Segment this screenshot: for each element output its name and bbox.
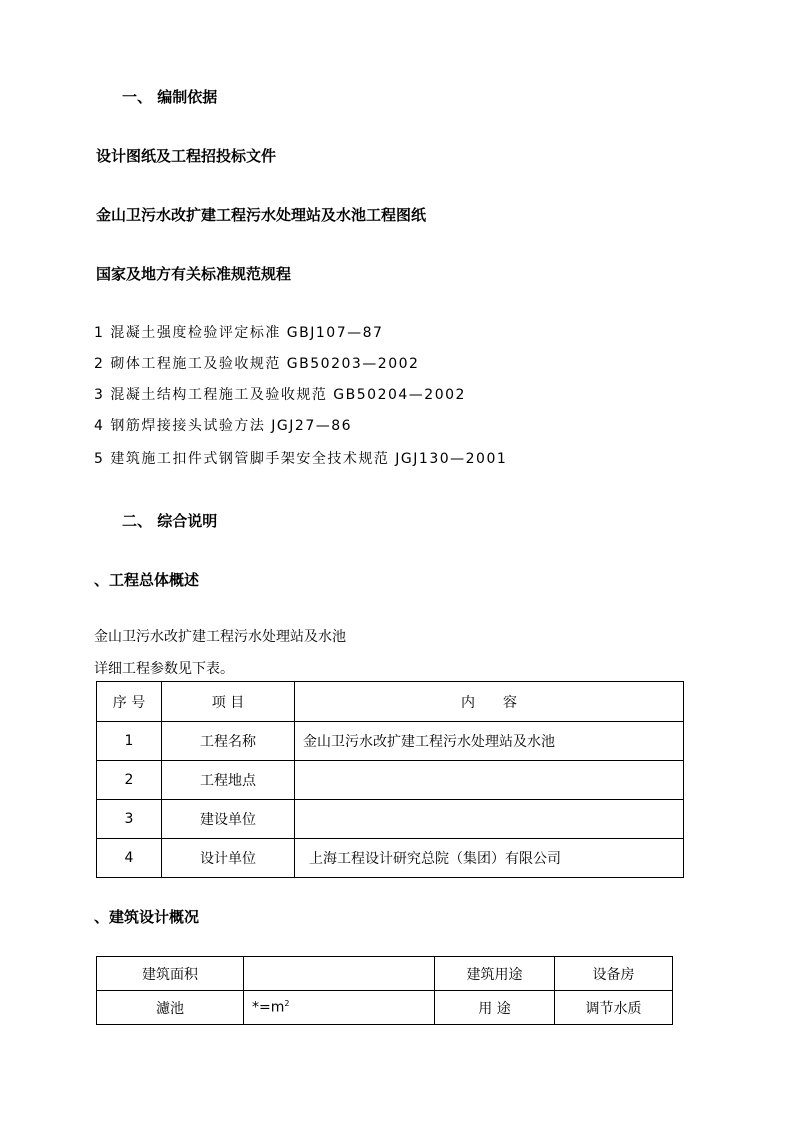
basis-item-2: 金山卫污水改扩建工程污水处理站及水池工程图纸 <box>96 206 427 224</box>
project-name-line: 金山卫污水改扩建工程污水处理站及水池 <box>94 629 346 645</box>
table-row <box>97 839 684 878</box>
section-title-overview: 二、 综合说明 <box>122 512 218 530</box>
cell-usage-value: 设备房 <box>555 957 673 991</box>
table-row <box>97 800 684 839</box>
row-content <box>295 800 684 839</box>
cell-area-label: 建筑面积 <box>97 957 244 991</box>
row-item: 工程地点 <box>162 761 295 800</box>
cell-use-label: 用 途 <box>435 991 555 1025</box>
subsection-title-design: 、建筑设计概况 <box>94 908 200 926</box>
row-index: 1 <box>97 722 162 761</box>
header-content: 内 容 <box>295 682 684 722</box>
basis-item-1: 设计图纸及工程招投标文件 <box>96 147 277 165</box>
header-item: 项 目 <box>162 682 295 722</box>
standard-item-4: 4 钢筋焊接接头试验方法 JGJ27—86 <box>94 418 353 434</box>
standard-item-3: 3 混凝土结构工程施工及验收规范 GB50204—2002 <box>94 387 466 403</box>
cell-filter-label: 濾池 <box>97 991 244 1025</box>
table-row <box>97 957 673 991</box>
standard-item-5: 5 建筑施工扣件式钢管脚手架安全技术规范 JGJ130—2001 <box>94 451 508 467</box>
row-item: 工程名称 <box>162 722 295 761</box>
project-params-table <box>96 681 684 878</box>
row-content: 上海工程设计研究总院（集团）有限公司 <box>295 839 684 878</box>
section-title-basis: 一、 编制依据 <box>122 88 218 106</box>
row-index: 2 <box>97 761 162 800</box>
subsection-title-general: 、工程总体概述 <box>94 571 200 589</box>
area-value-text: *=m <box>252 999 285 1016</box>
cell-area-value <box>244 957 435 991</box>
standard-item-2: 2 砌体工程施工及验收规范 GB50203—2002 <box>94 356 420 372</box>
design-overview-table <box>96 956 673 1025</box>
header-index: 序 号 <box>97 682 162 722</box>
table-row <box>97 991 673 1025</box>
cell-usage-label: 建筑用途 <box>435 957 555 991</box>
table-intro: 详细工程参数见下表。 <box>94 661 234 677</box>
row-content: 金山卫污水改扩建工程污水处理站及水池 <box>295 722 684 761</box>
table-row <box>97 722 684 761</box>
basis-item-3: 国家及地方有关标准规范规程 <box>96 265 292 283</box>
area-unit-superscript: 2 <box>284 999 290 1009</box>
cell-filter-area <box>244 991 435 1025</box>
row-item: 建设单位 <box>162 800 295 839</box>
standard-item-1: 1 混凝土强度检验评定标准 GBJ107—87 <box>94 325 384 341</box>
row-index: 4 <box>97 839 162 878</box>
table-header-row <box>97 682 684 722</box>
row-content <box>295 761 684 800</box>
row-index: 3 <box>97 800 162 839</box>
cell-use-value: 调节水质 <box>555 991 673 1025</box>
table-row <box>97 761 684 800</box>
row-item: 设计单位 <box>162 839 295 878</box>
